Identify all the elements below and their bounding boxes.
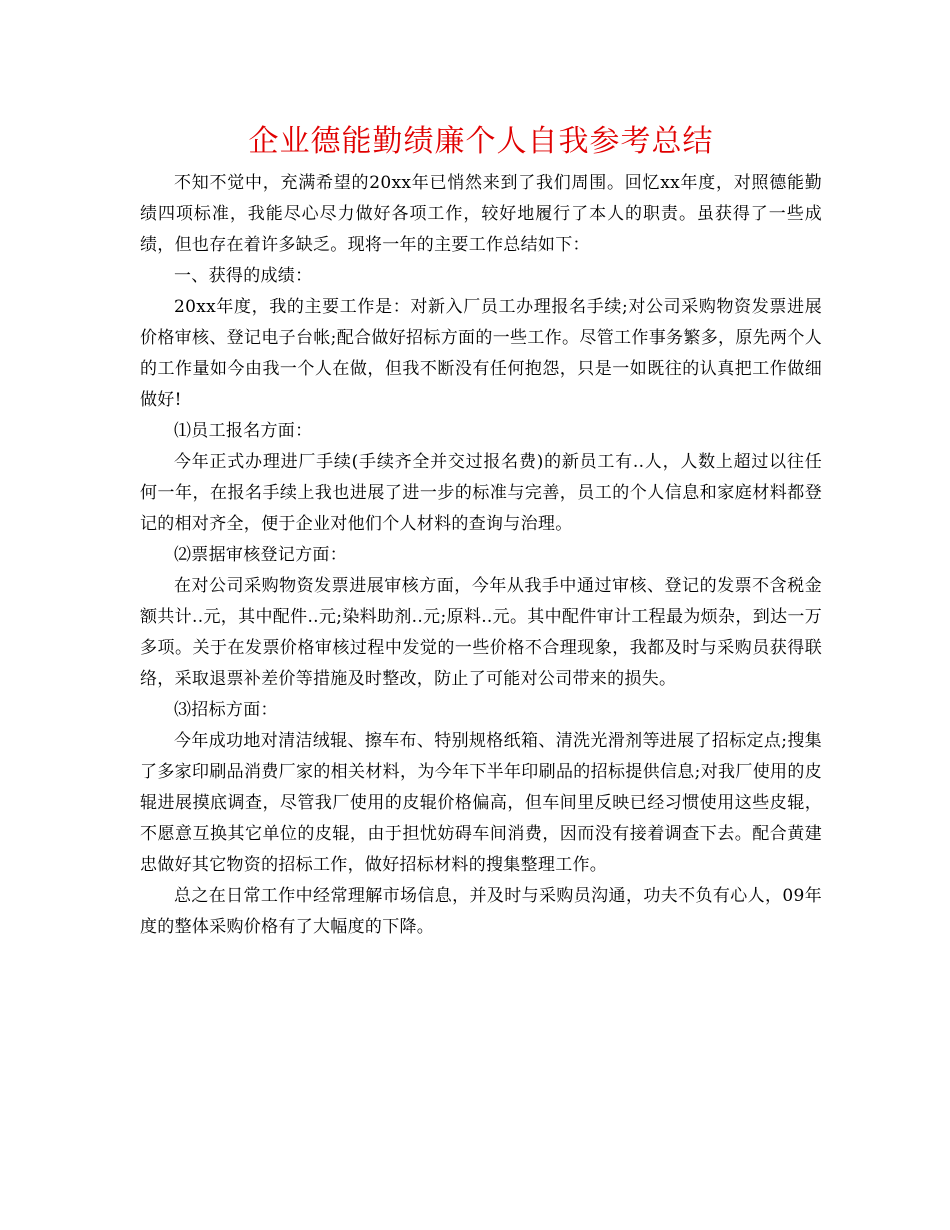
section-heading-achievements: 一、获得的成绩： xyxy=(174,266,313,286)
document-body xyxy=(140,168,822,943)
paragraph-intro: 不知不觉中，充满希望的20xx年已悄然来到了我们周围。回忆xx年度，对照德能勤绩四项标准，我能尽心尽力做好各项工作，较好地履行了本人的职责。虽获得了一些成绩，但也存在着许多缺乏。现将一年的主要工作总结如下： xyxy=(140,173,822,255)
paragraph-conclusion: 总之在日常工作中经常理解市场信息，并及时与采购员沟通，功夫不负有心人，09年度的整体采购价格有了大幅度的下降。 xyxy=(140,886,822,937)
paragraph-registration: 今年正式办理进厂手续(手续齐全并交过报名费)的新员工有..人，人数上超过以往任何一年，在报名手续上我也进展了进一步的标准与完善，员工的个人信息和家庭材料都登记的相对齐全，便于企业对他们个人材料的查询与治理。 xyxy=(140,452,822,534)
paragraph-bidding: 今年成功地对清洁绒辊、擦车布、特别规格纸箱、清洗光滑剂等进展了招标定点;搜集了多家印刷品消费厂家的相关材料，为今年下半年印刷品的招标提供信息;对我厂使用的皮辊进展摸底调查，尽管我厂使用的皮辊价格偏高，但车间里反映已经习惯使用这些皮辊，不愿意互换其它单位的皮辊，由于担忧妨碍车间消费，因而没有接着调查下去。配合黄建忠做好其它物资的招标工作，做好招标材料的搜集整理工作。 xyxy=(140,731,822,875)
subsection-heading-invoice-audit: ⑵票据审核登记方面： xyxy=(174,545,347,565)
paragraph-main-work: 20xx年度，我的主要工作是：对新入厂员工办理报名手续;对公司采购物资发票进展价格审核、登记电子台帐;配合做好招标方面的一些工作。尽管工作事务繁多，原先两个人的工作量如今由我一个人在做，但我不断没有任何抱怨，只是一如既往的认真把工作做细做好! xyxy=(140,297,822,410)
paragraph-invoice-audit: 在对公司采购物资发票进展审核方面，今年从我手中通过审核、登记的发票不含税金额共计..元，其中配件..元;染料助剂..元;原料..元。其中配件审计工程最为烦杂，到达一万多项。关于在发票价格审核过程中发觉的一些价格不合理现象，我都及时与采购员获得联络，采取退票补差价等措施及时整改，防止了可能对公司带来的损失。 xyxy=(140,576,822,689)
document-title: 企业德能勤绩廉个人自我参考总结 xyxy=(248,124,714,159)
subsection-heading-bidding: ⑶招标方面： xyxy=(174,700,278,720)
subsection-heading-registration: ⑴员工报名方面： xyxy=(174,421,313,441)
